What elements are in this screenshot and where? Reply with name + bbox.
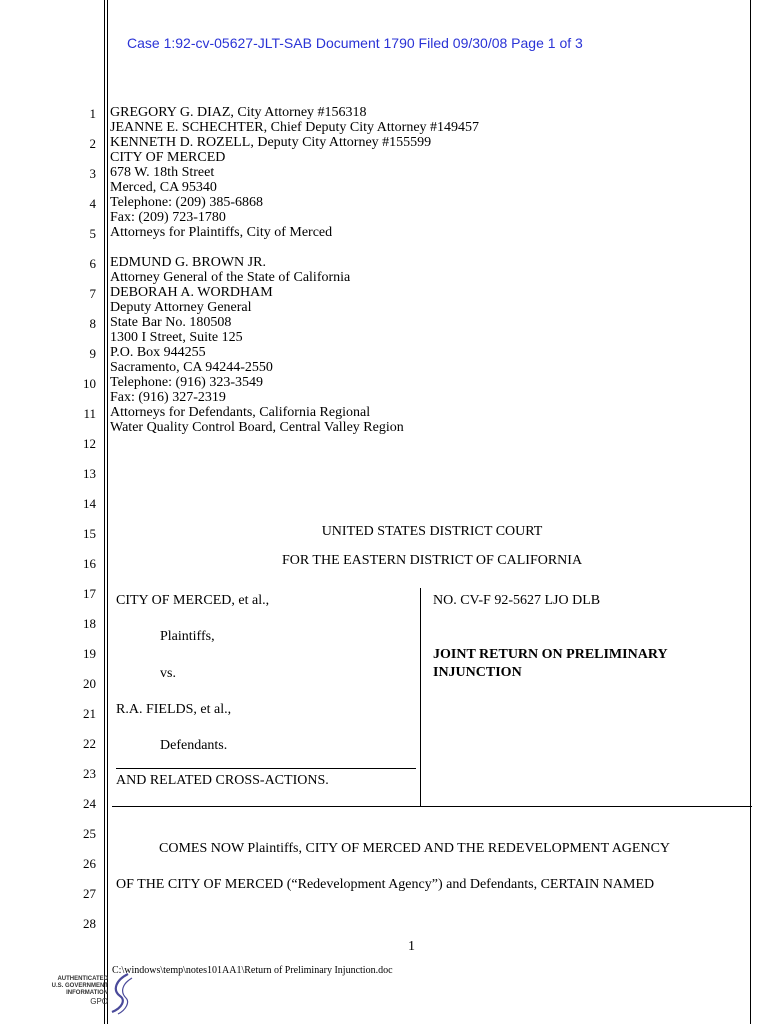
attorney-line: Telephone: (209) 385-6868	[110, 195, 263, 210]
defendant-name: R.A. FIELDS, et al.,	[116, 702, 232, 717]
line-number: 10	[83, 376, 96, 391]
left-margin-rule-inner	[107, 0, 108, 1024]
line-number: 1	[89, 106, 96, 121]
line-number: 28	[83, 916, 96, 931]
attorney-line: P.O. Box 944255	[110, 345, 206, 360]
attorney-line: Deputy Attorney General	[110, 300, 252, 315]
line-number: 25	[83, 826, 96, 841]
attorney-line: Water Quality Control Board, Central Valley Region	[110, 420, 404, 435]
line-number: 13	[83, 466, 96, 481]
line-number: 2	[89, 136, 96, 151]
caption-divider	[420, 588, 421, 807]
plaintiff-attorney-block	[110, 105, 479, 240]
line-number: 16	[83, 556, 96, 571]
line-number: 18	[83, 616, 96, 631]
seal-line: U.S. GOVERNMENT	[51, 983, 108, 989]
file-path: C:\windows\temp\notes101AA1\Return of Preliminary Injunction.doc	[112, 965, 393, 976]
attorney-line: CITY OF MERCED	[110, 150, 226, 165]
caption-underline	[116, 768, 416, 769]
attorney-line: Sacramento, CA 94244-2550	[110, 360, 273, 375]
right-margin-rule	[750, 0, 751, 1024]
attorney-line: Attorneys for Defendants, California Regional	[110, 405, 371, 420]
page-number: 1	[408, 939, 415, 954]
line-number: 11	[83, 406, 96, 421]
left-margin-rule	[104, 0, 105, 1024]
line-number: 15	[83, 526, 96, 541]
line-number: 26	[83, 856, 96, 871]
attorney-line: KENNETH D. ROZELL, Deputy City Attorney #155599	[110, 135, 432, 150]
related-actions: AND RELATED CROSS-ACTIONS.	[116, 773, 329, 788]
document-title-line1: JOINT RETURN ON PRELIMINARY	[433, 647, 668, 662]
line-number: 27	[83, 886, 96, 901]
line-number: 17	[83, 586, 96, 601]
body-line-1: COMES NOW Plaintiffs, CITY OF MERCED AND THE REDEVELOPMENT AGENCY	[159, 841, 671, 856]
attorney-line: Attorney General of the State of California	[110, 270, 351, 285]
line-number: 5	[89, 226, 96, 241]
attorney-line: Fax: (209) 723-1780	[110, 210, 226, 225]
attorney-line: 1300 I Street, Suite 125	[110, 330, 243, 345]
case-number: NO. CV-F 92-5627 LJO DLB	[433, 593, 601, 608]
line-number: 8	[89, 316, 96, 331]
line-number: 21	[83, 706, 96, 721]
line-number: 4	[89, 196, 96, 211]
body-line-2: OF THE CITY OF MERCED (“Redevelopment Agency”) and Defendants, CERTAIN NAMED	[116, 877, 655, 892]
plaintiff-role: Plaintiffs,	[160, 629, 215, 644]
line-number: 14	[83, 496, 96, 511]
document-title-line2: INJUNCTION	[433, 665, 522, 680]
attorney-line: DEBORAH A. WORDHAM	[110, 285, 273, 300]
attorney-line: Attorneys for Plaintiffs, City of Merced	[110, 225, 333, 240]
line-number: 6	[89, 256, 96, 271]
seal-line: AUTHENTICATED	[57, 976, 108, 982]
defendant-attorney-block	[110, 255, 404, 435]
court-name: UNITED STATES DISTRICT COURT	[321, 524, 543, 539]
gpo-authentication-seal	[30, 972, 130, 1020]
eagle-swoosh-icon	[108, 972, 138, 1016]
attorney-line: 678 W. 18th Street	[110, 165, 215, 180]
versus-label: vs.	[160, 666, 176, 681]
defendant-role: Defendants.	[160, 738, 228, 753]
line-number: 24	[83, 796, 96, 811]
seal-line: GPO	[90, 997, 108, 1006]
line-number: 3	[89, 166, 96, 181]
line-number: 22	[83, 736, 96, 751]
case-header: Case 1:92-cv-05627-JLT-SAB Document 1790 Filed 09/30/08 Page 1 of 3	[127, 35, 583, 51]
attorney-line: JEANNE E. SCHECHTER, Chief Deputy City Attorney #149457	[110, 120, 480, 135]
line-number: 9	[89, 346, 96, 361]
court-district: FOR THE EASTERN DISTRICT OF CALIFORNIA	[281, 553, 583, 568]
attorney-line: State Bar No. 180508	[110, 315, 232, 330]
line-number: 23	[83, 766, 96, 781]
line-number: 19	[83, 646, 96, 661]
line-number: 7	[89, 286, 96, 301]
plaintiff-name: CITY OF MERCED, et al.,	[116, 593, 270, 608]
seal-line: INFORMATION	[66, 990, 108, 996]
attorney-line: Fax: (916) 327-2319	[110, 390, 226, 405]
line-number: 12	[83, 436, 96, 451]
attorney-line: EDMUND G. BROWN JR.	[110, 255, 266, 270]
line-number: 20	[83, 676, 96, 691]
attorney-line: GREGORY G. DIAZ, City Attorney #156318	[110, 105, 367, 120]
attorney-line: Telephone: (916) 323-3549	[110, 375, 263, 390]
attorney-line: Merced, CA 95340	[110, 180, 217, 195]
caption-bottom-rule	[112, 806, 752, 807]
